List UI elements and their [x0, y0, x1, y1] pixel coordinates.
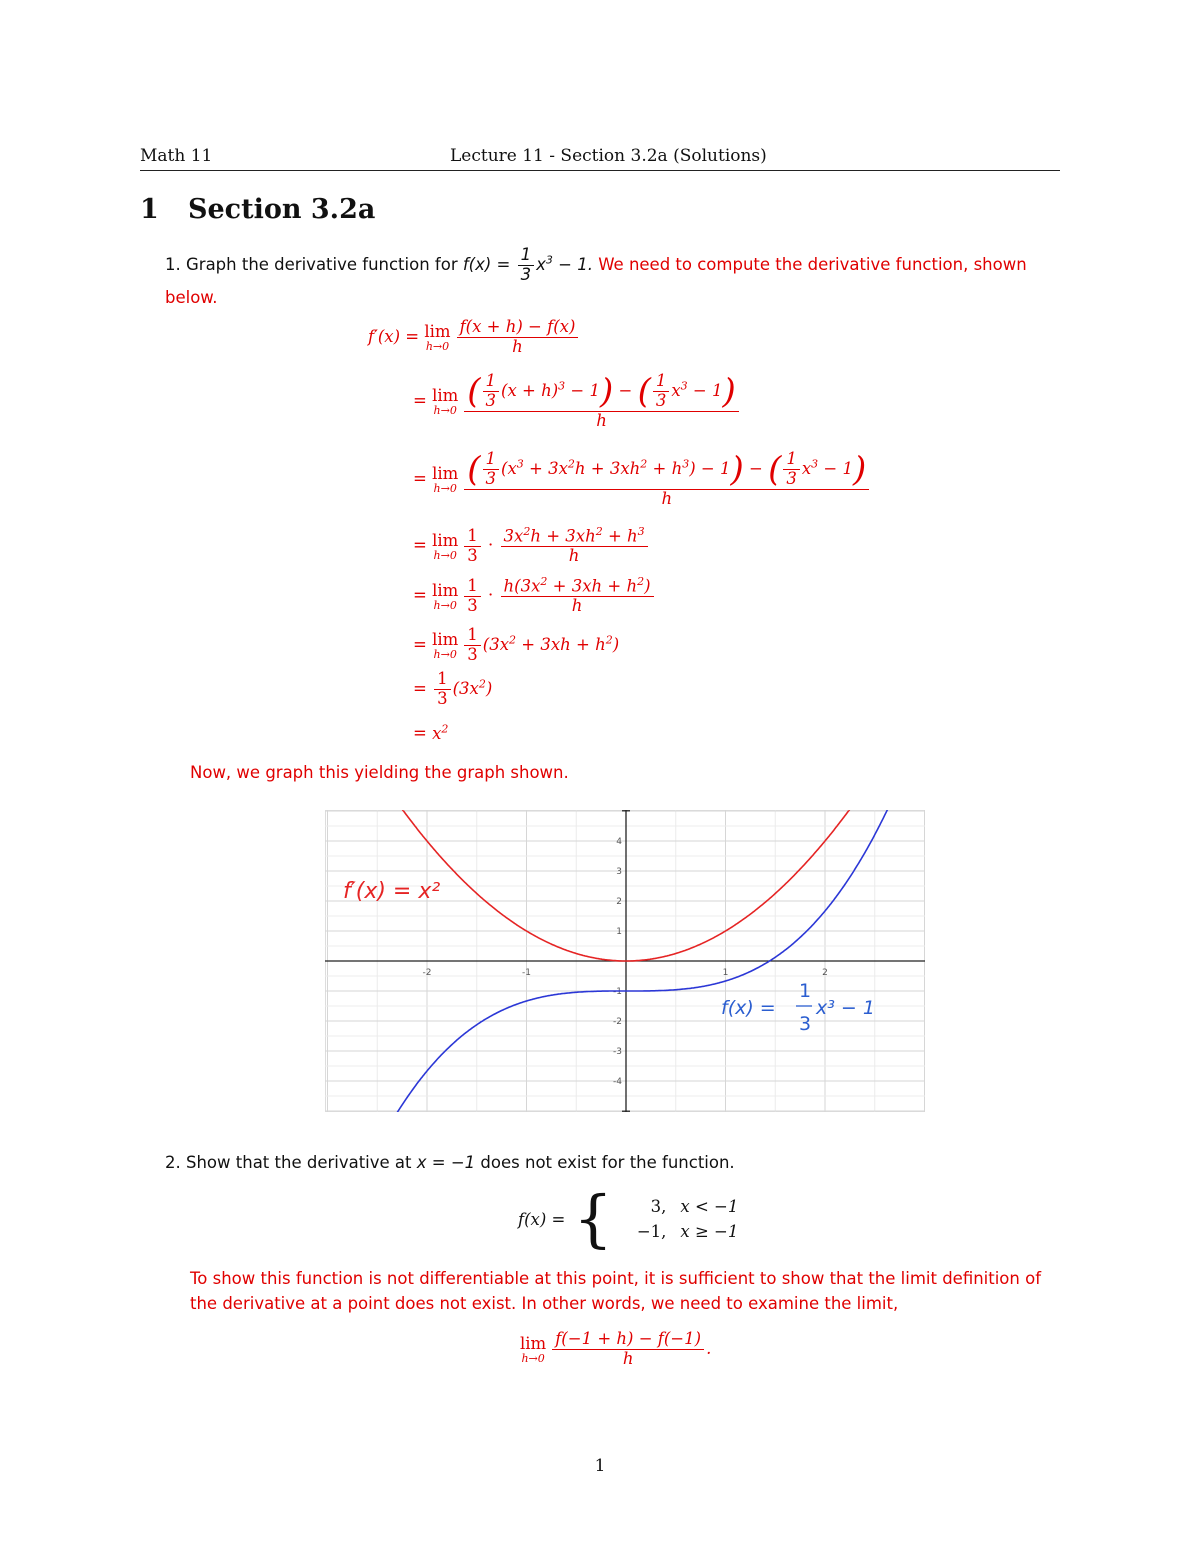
- y-tick-label: 3: [616, 867, 622, 877]
- derivation-step-4: = lim h→0 $\frac{1}{3}$ · $\frac{3x^2h + 3xh^2 + h^3}{h}$: [413, 526, 650, 566]
- problem-2-number: 2.: [165, 1153, 181, 1172]
- problem-1-function: f(x) = $\frac{1}{3}$ $x^3 - 1$.: [462, 245, 593, 284]
- case-1-value: 3,: [650, 1197, 667, 1216]
- case-1-condition: x < −1: [680, 1197, 739, 1216]
- section-title: Section 3.2a: [188, 194, 376, 225]
- page-number: 1: [594, 1456, 606, 1476]
- graph-intro: Now, we graph this yielding the graph shown.: [190, 763, 569, 782]
- derivation-step-5: = lim h→0 $\frac{1}{3}$ · $\frac{h(3x^2 + 3xh + h^2)}{h}$: [413, 576, 656, 616]
- derivative-graph: [325, 810, 925, 1112]
- problem-1-number: 1.: [165, 254, 181, 274]
- y-tick-label: 1: [616, 927, 622, 937]
- problem-2-prompt-b: does not exist for the function.: [480, 1153, 735, 1172]
- case-2-value: −1,: [636, 1222, 667, 1241]
- piecewise-cases: [621, 1194, 739, 1244]
- problem-1-prompt: Graph the derivative function for: [186, 254, 458, 274]
- blue-label-lhs: f(x) =: [721, 997, 776, 1019]
- limit-expression: lim h→0 $\frac{f(-1 + h) - f(-1)}{h}$ .: [520, 1329, 712, 1368]
- x-tick-label: 1: [722, 968, 729, 978]
- problem-1-solution-intro: We need to compute the derivative function, shown below.: [165, 254, 1027, 307]
- header-rule: [140, 170, 1060, 171]
- problem-2-solution: To show this function is not differentiable at this point, it is sufficient to show that the limit definition of the derivative at a point does not exist. In other words, we need to examine the limit,: [190, 1269, 1042, 1313]
- y-tick-label: -1: [613, 987, 622, 997]
- problem-1: [165, 246, 1065, 311]
- y-tick-label: -3: [613, 1047, 622, 1057]
- limit-denominator: h: [622, 1348, 634, 1368]
- derivation-step-6: = lim h→0 $\frac{1}{3}$ $(3x^2 + 3xh + h^2)$: [413, 625, 620, 664]
- header-title: Lecture 11 - Section 3.2a (Solutions): [450, 146, 767, 166]
- header-course: Math 11: [140, 146, 213, 166]
- problem-2-prompt-a: Show that the derivative at: [186, 1153, 412, 1172]
- y-tick-label: -4: [613, 1077, 622, 1087]
- derivation-step-8: = $x^2$: [413, 722, 449, 743]
- x-tick-label: -1: [522, 968, 531, 978]
- derivation-step-2: = lim h→0 ( $\frac{1}{3}$ $(x + h)^3 - 1$) − ( $\frac{1}{3}$ $x^3 - 1$) h: [413, 372, 741, 431]
- y-tick-label: 4: [616, 837, 622, 847]
- derivation-step-7: = $\frac{1}{3}$ $(3x^2)$: [413, 669, 493, 708]
- red-curve-label: f′(x) = x²: [343, 879, 441, 904]
- derivation-step-1: f′(x) = lim h→0 $\frac{f(x + h) - f(x)}{h}$: [368, 318, 580, 357]
- case-2-condition: x ≥ −1: [680, 1222, 739, 1241]
- section-number: 1: [140, 194, 159, 225]
- piecewise-brace: {: [573, 1182, 613, 1255]
- x-tick-label: 2: [822, 968, 828, 978]
- piecewise-function: f(x) = { 3, x < −1 −1, x ≥ −1: [518, 1182, 739, 1255]
- blue-label-den: 3: [799, 1013, 812, 1035]
- limit-numerator: f(−1 + h) − f(−1): [552, 1330, 704, 1350]
- x-tick-label: -2: [422, 968, 432, 978]
- blue-label-rhs: x³ − 1: [816, 997, 875, 1019]
- section-heading: [140, 194, 375, 225]
- y-tick-label: -2: [613, 1017, 622, 1027]
- problem-2: [165, 1150, 1065, 1176]
- derivation-step-3: = lim h→0 ( $\frac{1}{3}$ $(x^3 + 3x^2h + 3xh^2 + h^3) - 1$) − ( $\frac{1}{3}$ $x^3 - 1$) h: [413, 450, 871, 509]
- blue-label-num: 1: [799, 980, 812, 1002]
- y-tick-label: 2: [616, 897, 622, 907]
- problem-2-point: x = −1: [416, 1153, 476, 1172]
